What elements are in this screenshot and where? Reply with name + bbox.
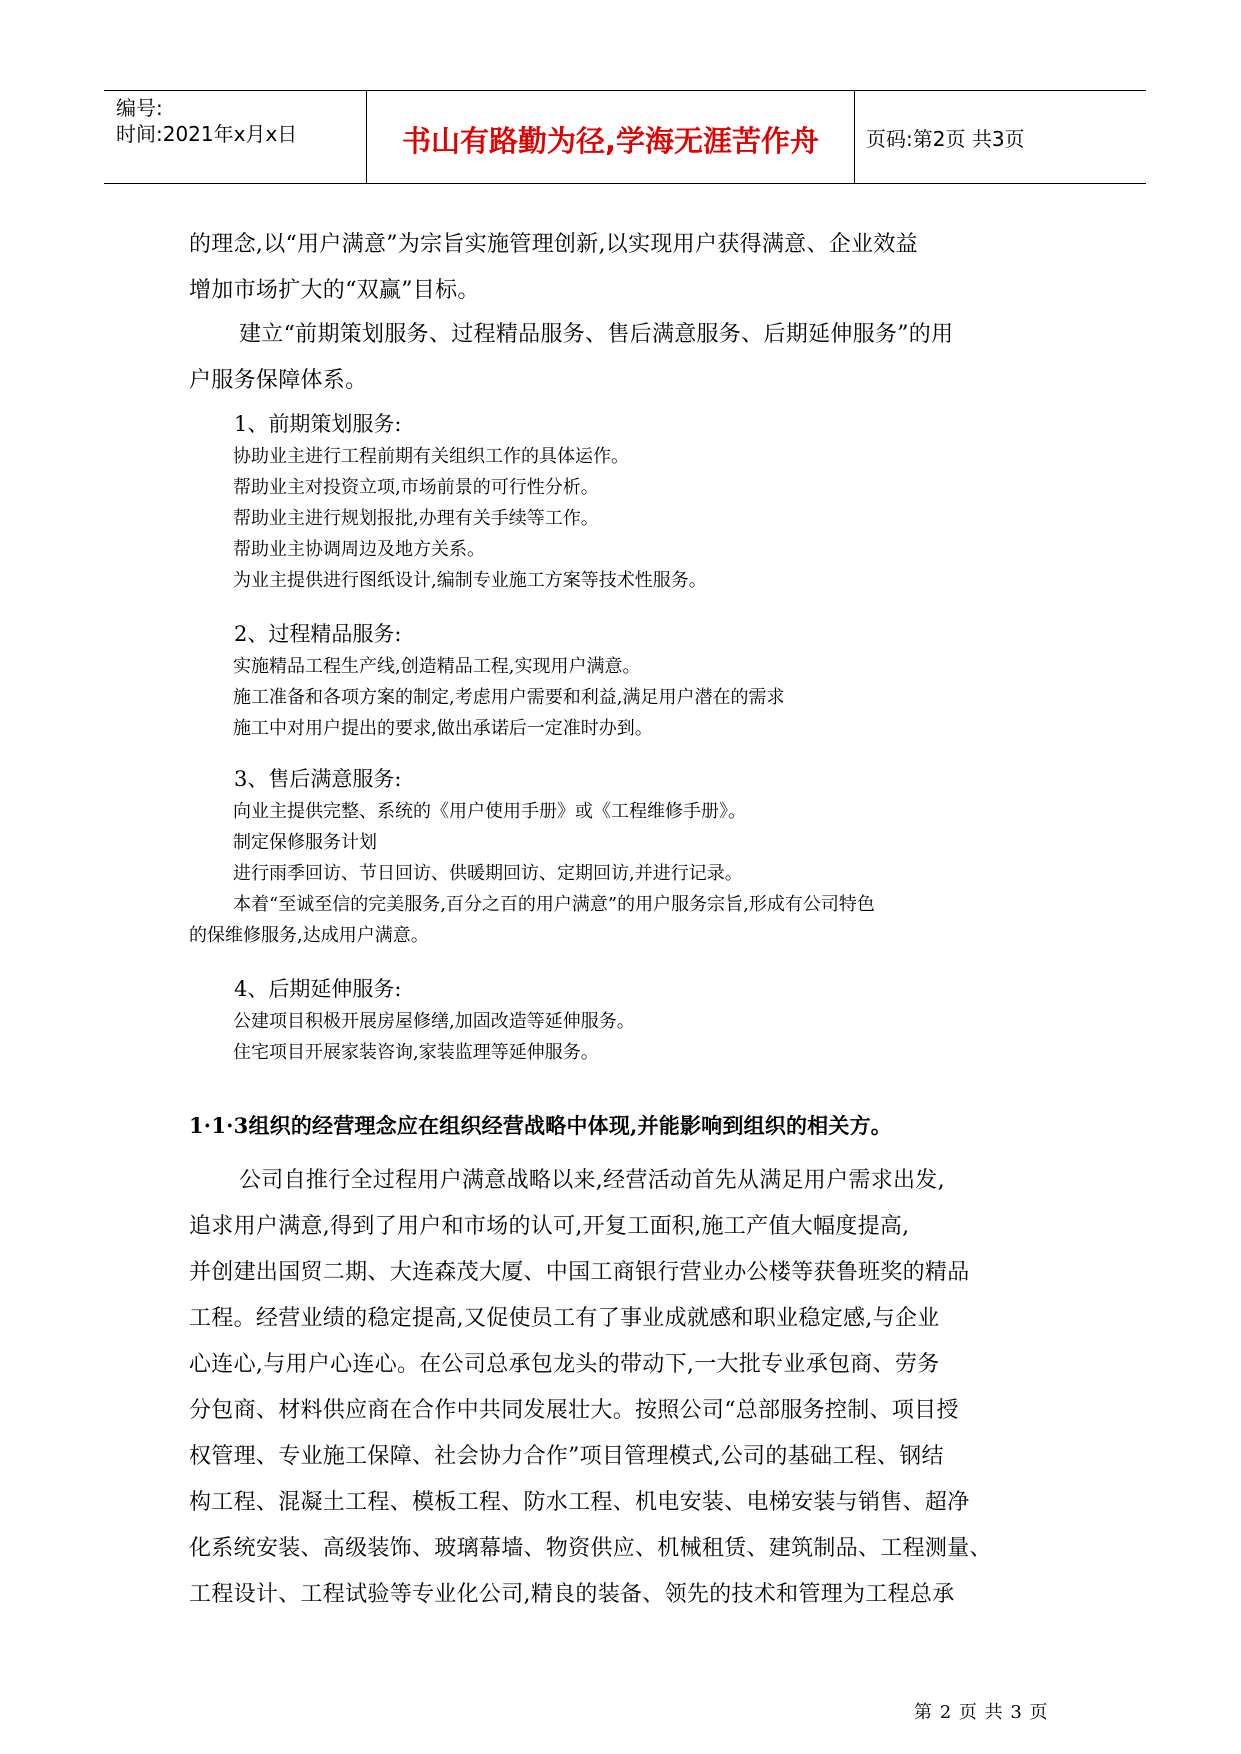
list-item: 公建项目积极开展房屋修缮,加固改造等延伸服务。 [233, 1011, 635, 1032]
header-meta [116, 95, 297, 147]
page-header [104, 90, 1146, 184]
body-paragraph [189, 1158, 1059, 1618]
list-item: 帮助业主进行规划报批,办理有关手续等工作。 [233, 508, 599, 529]
text-line: 建立“前期策划服务、过程精品服务、售后满意服务、后期延伸服务”的用 [239, 322, 954, 347]
list-item: 为业主提供进行图纸设计,编制专业施工方案等技术性服务。 [233, 570, 707, 591]
list-item: 的保维修服务,达成用户满意。 [189, 925, 429, 946]
text-line: 分包商、材料供应商在合作中共同发展壮大。按照公司“总部服务控制、项目授 [189, 1398, 959, 1423]
text-line: 追求用户满意,得到了用户和市场的认可,开复工面积,施工产值大幅度提高, [189, 1214, 910, 1239]
time-label: 时间:2021年x月x日 [116, 122, 298, 146]
list-item: 住宅项目开展家装咨询,家装监理等延伸服务。 [233, 1042, 599, 1063]
intro-paragraph [189, 222, 1059, 314]
page-footer: 第 2 页 共 3 页 [914, 1702, 1049, 1723]
list-item: 协助业主进行工程前期有关组织工作的具体运作。 [233, 446, 629, 467]
text-line: 的理念,以“用户满意”为宗旨实施管理创新,以实现用户获得满意、企业效益 [189, 232, 918, 257]
service-system-paragraph [189, 312, 1059, 404]
header-divider [854, 91, 855, 183]
section-heading: 1·1·3组织的经营理念应在组织经营战略中体现,并能影响到组织的相关方。 [189, 1113, 892, 1138]
list-item: 向业主提供完整、系统的《用户使用手册》或《工程维修手册》。 [233, 801, 746, 822]
list-item: 实施精品工程生产线,创造精品工程,实现用户满意。 [233, 656, 641, 677]
section-items [233, 651, 784, 744]
section-title: 1、前期策划服务: [234, 412, 402, 436]
list-item: 帮助业主协调周边及地方关系。 [233, 539, 485, 560]
text-line: 户服务保障体系。 [189, 368, 368, 393]
text-line: 化系统安装、高级装饰、玻璃幕墙、物资供应、机械租赁、建筑制品、工程测量、 [189, 1536, 992, 1561]
text-line: 工程设计、工程试验等专业化公司,精良的装备、领先的技术和管理为工程总承 [189, 1582, 955, 1607]
text-line: 心连心,与用户心连心。在公司总承包龙头的带动下,一大批专业承包商、劳务 [189, 1352, 940, 1377]
text-line: 公司自推行全过程用户满意战略以来,经营活动首先从满足用户需求出发, [239, 1168, 945, 1193]
list-item: 施工准备和各项方案的制定,考虑用户需要和利益,满足用户潜在的需求 [233, 687, 785, 708]
list-item: 帮助业主对投资立项,市场前景的可行性分析。 [233, 477, 599, 498]
section-items [233, 1006, 635, 1068]
list-item: 进行雨季回访、节日回访、供暖期回访、定期回访,并进行记录。 [233, 863, 743, 884]
section-title: 4、后期延伸服务: [234, 977, 402, 1001]
text-line: 并创建出国贸二期、大连森茂大厦、中国工商银行营业办公楼等获鲁班奖的精品 [189, 1260, 970, 1285]
list-item: 施工中对用户提出的要求,做出承诺后一定准时办到。 [233, 718, 653, 739]
list-item: 本着“至诚至信的完美服务,百分之百的用户满意”的用户服务宗旨,形成有公司特色 [233, 894, 875, 915]
text-line: 工程。经营业绩的稳定提高,又促使员工有了事业成就感和职业稳定感,与企业 [189, 1306, 940, 1331]
list-item: 制定保修服务计划 [233, 832, 377, 853]
text-line: 增加市场扩大的“双赢”目标。 [189, 278, 480, 303]
section-title: 2、过程精品服务: [234, 622, 402, 646]
page-label: 页码:第2页 共3页 [866, 127, 1025, 151]
number-label: 编号: [116, 96, 163, 120]
section-items [189, 796, 875, 951]
motto: 书山有路勤为径,学海无涯苦作舟 [401, 124, 820, 158]
section-title: 3、售后满意服务: [234, 767, 402, 791]
section-items [233, 441, 707, 596]
text-line: 构工程、混凝土工程、模板工程、防水工程、机电安装、电梯安装与销售、超净 [189, 1490, 970, 1515]
text-line: 权管理、专业施工保障、社会协力合作”项目管理模式,公司的基础工程、钢结 [189, 1444, 944, 1469]
